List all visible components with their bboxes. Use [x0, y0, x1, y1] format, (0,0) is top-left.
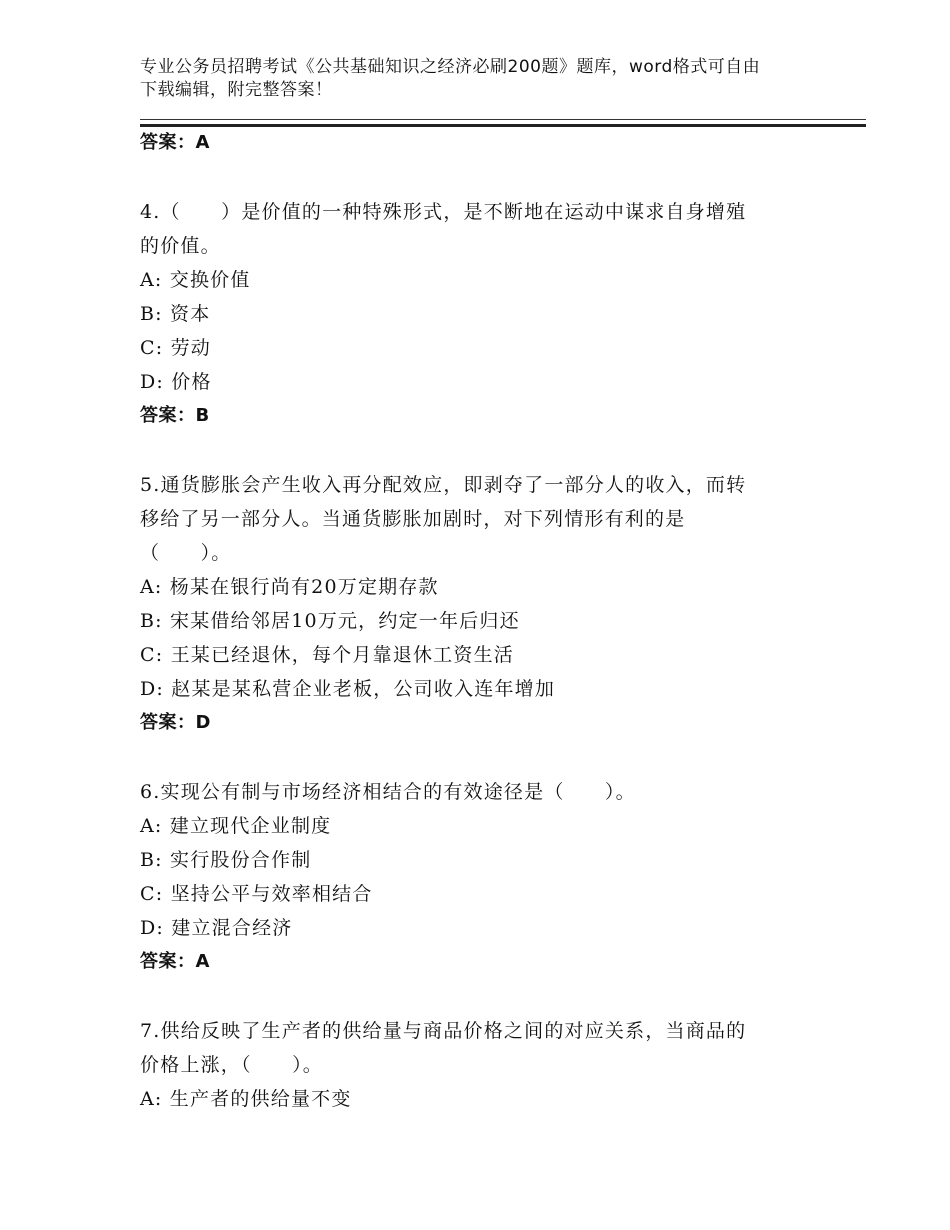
spacer: [140, 740, 820, 775]
option-d: D: 价格: [140, 371, 212, 393]
option-a: A: 生产者的供给量不变: [140, 1088, 352, 1110]
document-body: [140, 126, 820, 1116]
question-stem-line: 5.通货膨胀会产生收入再分配效应，即剥夺了一部分人的收入，而转: [140, 474, 747, 496]
option-c: C: 劳动: [140, 337, 211, 359]
option-c: C: 王某已经退休，每个月靠退休工资生活: [140, 644, 514, 666]
header-line-2: 下载编辑，附完整答案！: [140, 80, 333, 100]
question-stem-line: 6.实现公有制与市场经济相结合的有效途径是（ ）。: [140, 781, 636, 803]
header-line-1: 专业公务员招聘考试《公共基础知识之经济必刷200题》题库，word格式可自由: [140, 57, 761, 77]
answer-line: 答案：D: [140, 712, 211, 733]
option-a: A: 建立现代企业制度: [140, 815, 332, 837]
option-a: A: 杨某在银行尚有20万定期存款: [140, 576, 439, 598]
question-stem-line: 4.（ ）是价值的一种特殊形式，是不断地在运动中谋求自身增殖: [140, 201, 747, 223]
question-block: [140, 195, 820, 433]
answer-line: 答案：B: [140, 405, 210, 426]
option-c: C: 坚持公平与效率相结合: [140, 883, 373, 905]
question-block: [140, 1014, 820, 1116]
question-block: [140, 468, 820, 740]
question-stem-line: 价格上涨，（ ）。: [140, 1054, 324, 1076]
answer-line: 答案：A: [140, 951, 210, 972]
document-header: [140, 56, 840, 102]
question-block: [140, 775, 820, 979]
question-stem-line: 移给了另一部分人。当通货膨胀加剧时，对下列情形有利的是: [140, 508, 686, 530]
option-a: A: 交换价值: [140, 269, 251, 291]
header-rule-thin: [140, 119, 866, 120]
question-stem-line: 的价值。: [140, 235, 221, 257]
answer-line: 答案：A: [140, 132, 210, 153]
spacer: [140, 979, 820, 1014]
option-b: B: 资本: [140, 303, 211, 325]
option-b: B: 宋某借给邻居10万元，约定一年后归还: [140, 610, 520, 632]
question-stem-line: 7.供给反映了生产者的供给量与商品价格之间的对应关系，当商品的: [140, 1020, 747, 1042]
question-stem-line: （ ）。: [140, 542, 232, 564]
option-b: B: 实行股份合作制: [140, 849, 312, 871]
spacer: [140, 433, 820, 468]
option-d: D: 建立混合经济: [140, 917, 293, 939]
spacer: [140, 160, 820, 195]
option-d: D: 赵某是某私营企业老板，公司收入连年增加: [140, 678, 556, 700]
